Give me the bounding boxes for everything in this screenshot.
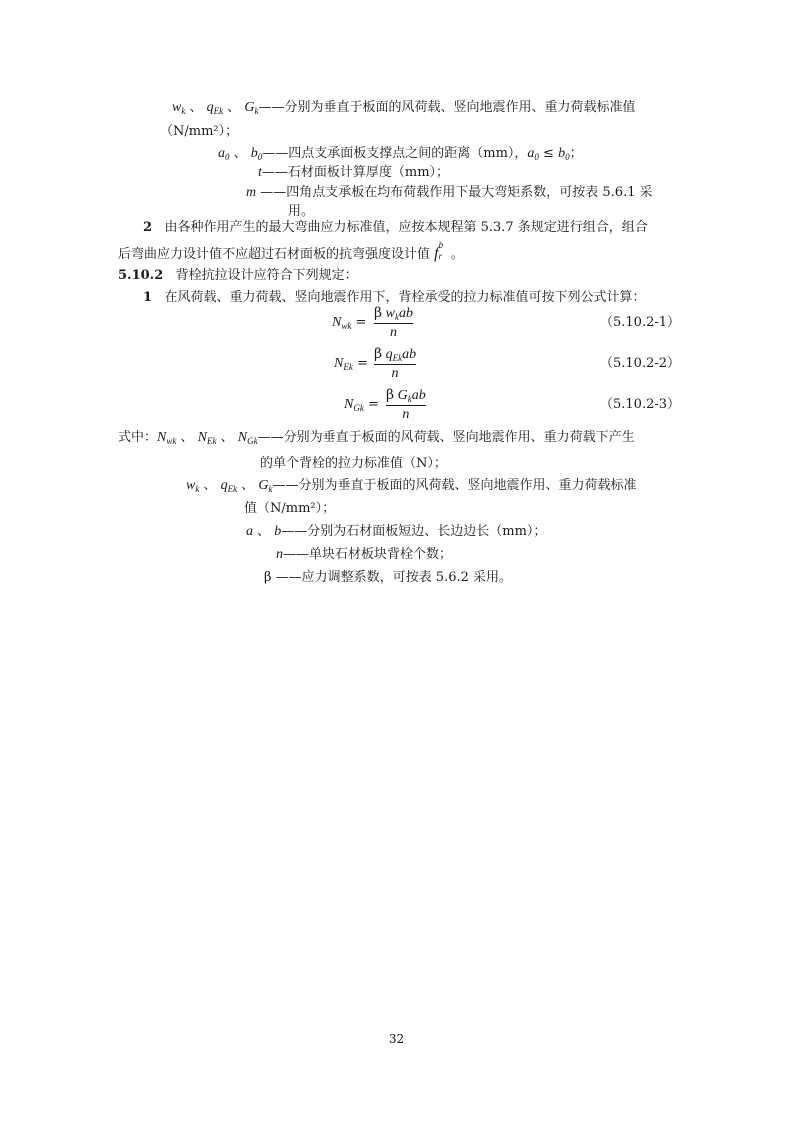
page-number: 32 bbox=[388, 1032, 405, 1046]
section-number: 5.10.2 bbox=[118, 268, 164, 283]
def2-beta-line: β ——应力调整系数，可按表 5.6.2 采用。 bbox=[264, 570, 512, 585]
def2-wqg-desc: ——分别为垂直于板面的风荷载、竖向地震作用、重力荷载标准 bbox=[272, 478, 637, 493]
def2-n-desc: ——分别为垂直于板面的风荷载、竖向地震作用、重力荷载下产生 bbox=[257, 430, 635, 445]
eq1-lhs: $N_{wk}$ = bbox=[332, 315, 367, 331]
eq3-number: （5.10.2-3） bbox=[600, 397, 681, 412]
eq2-bar bbox=[374, 364, 416, 365]
def2-beta-desc: ——应力调整系数，可按表 5.6.2 采用。 bbox=[275, 570, 512, 585]
eq3-numerator: β $G_kab$ bbox=[386, 387, 426, 404]
def-wqg-desc: ——分别为垂直于板面的风荷载、竖向地震作用、重力荷载标准值 bbox=[258, 100, 636, 115]
def-unit-line: （N/mm²）； bbox=[160, 124, 239, 139]
eq1-denominator: n bbox=[389, 325, 397, 340]
eq2-lhs: $N_{Ek}$ = bbox=[334, 356, 368, 372]
section-title: 背栓抗拉设计应符合下列规定： bbox=[175, 268, 358, 283]
eq1-numerator: β $w_kab$ bbox=[374, 305, 413, 322]
item2-number: 2 bbox=[143, 220, 153, 235]
def2-unit-line: 值（N/mm²）； bbox=[244, 501, 336, 516]
def2-n-count-line: n——单块石材板块背栓个数； bbox=[276, 547, 453, 562]
item1-line bbox=[143, 289, 645, 307]
section-heading bbox=[118, 267, 358, 285]
def-t-line: t——石材面板计算厚度（mm）； bbox=[258, 165, 450, 180]
item2-line2: 后弯曲应力设计值不应超过石材面板的抗弯强度设计值 f b r 。 bbox=[118, 240, 464, 262]
eq3-bar bbox=[386, 405, 426, 406]
item1-number: 1 bbox=[143, 290, 153, 305]
item2-text1: 由各种作用产生的最大弯曲应力标准值，应按本规程第 5.3.7 条规定进行组合，组合 bbox=[164, 220, 648, 235]
eq3-lhs: $N_{Gk}$ = bbox=[344, 397, 379, 413]
def2-lead: 式中： bbox=[118, 430, 158, 445]
eq2-denominator: n bbox=[391, 366, 399, 381]
eq1-number: （5.10.2-1） bbox=[600, 315, 681, 330]
item1-text: 在风荷载、重力荷载、竖向地震作用下，背栓承受的拉力标准值可按下列公式计算： bbox=[164, 290, 646, 305]
def2-wqg-line: $w_k$ 、 $q_{Ek}$ 、 $G_k——$分别为垂直于板面的风荷载、竖向地震作用、重力荷载标准 bbox=[186, 478, 637, 494]
eq2-fraction bbox=[374, 346, 416, 382]
eq2-number: （5.10.2-2） bbox=[600, 356, 681, 371]
def-a0-b0-line: $a_0$ 、 $b_0——$四点支承面板支撑点之间的距离（mm），$a_0 \le b_0$； bbox=[218, 146, 583, 162]
def2-ncount-desc: ——单块石材板块背栓个数； bbox=[283, 547, 453, 562]
eq1-bar bbox=[374, 323, 413, 324]
def-m-line: m ——四角点支承板在均布荷载作用下最大弯矩系数，可按表 5.6.1 采 bbox=[246, 185, 653, 200]
def2-ab-line: a 、 b——分别为石材面板短边、长边边长（mm）； bbox=[246, 524, 547, 539]
def-t-desc: ——石材面板计算厚度（mm）； bbox=[261, 165, 450, 180]
item2-text2: 后弯曲应力设计值不应超过石材面板的抗弯强度设计值 bbox=[118, 247, 431, 262]
def-a0b0-desc: ——四点支承面板支撑点之间的距离（mm）， bbox=[262, 146, 528, 161]
def-m-cont-line: 用。 bbox=[288, 204, 315, 219]
item2-line1 bbox=[143, 219, 648, 237]
def-wk-qek-gk-line: $w_k$ 、 $q_{Ek}$ 、 $G_k——$分别为垂直于板面的风荷载、竖向地震作用、重力荷载标准值 bbox=[172, 100, 636, 116]
def-m-desc: ——四角点支承板在均布荷载作用下最大弯矩系数，可按表 5.6.1 采 bbox=[260, 185, 653, 200]
eq2-numerator: β $q_{Ek}ab$ bbox=[374, 346, 417, 363]
def2-ab-desc: ——分别为石材面板短边、长边边长（mm）； bbox=[281, 524, 547, 539]
def2-n-line: 式中：$N_{wk}$ 、 $N_{Ek}$ 、 $N_{Gk}——$分别为垂直于板面的风荷载、竖向地震作用、重力荷载下产生 bbox=[118, 430, 635, 446]
eq3-fraction bbox=[386, 387, 426, 423]
def2-n-cont-line: 的单个背栓的拉力标准值（N）； bbox=[260, 456, 447, 471]
eq3-denominator: n bbox=[402, 407, 410, 422]
eq1-fraction bbox=[374, 305, 413, 341]
